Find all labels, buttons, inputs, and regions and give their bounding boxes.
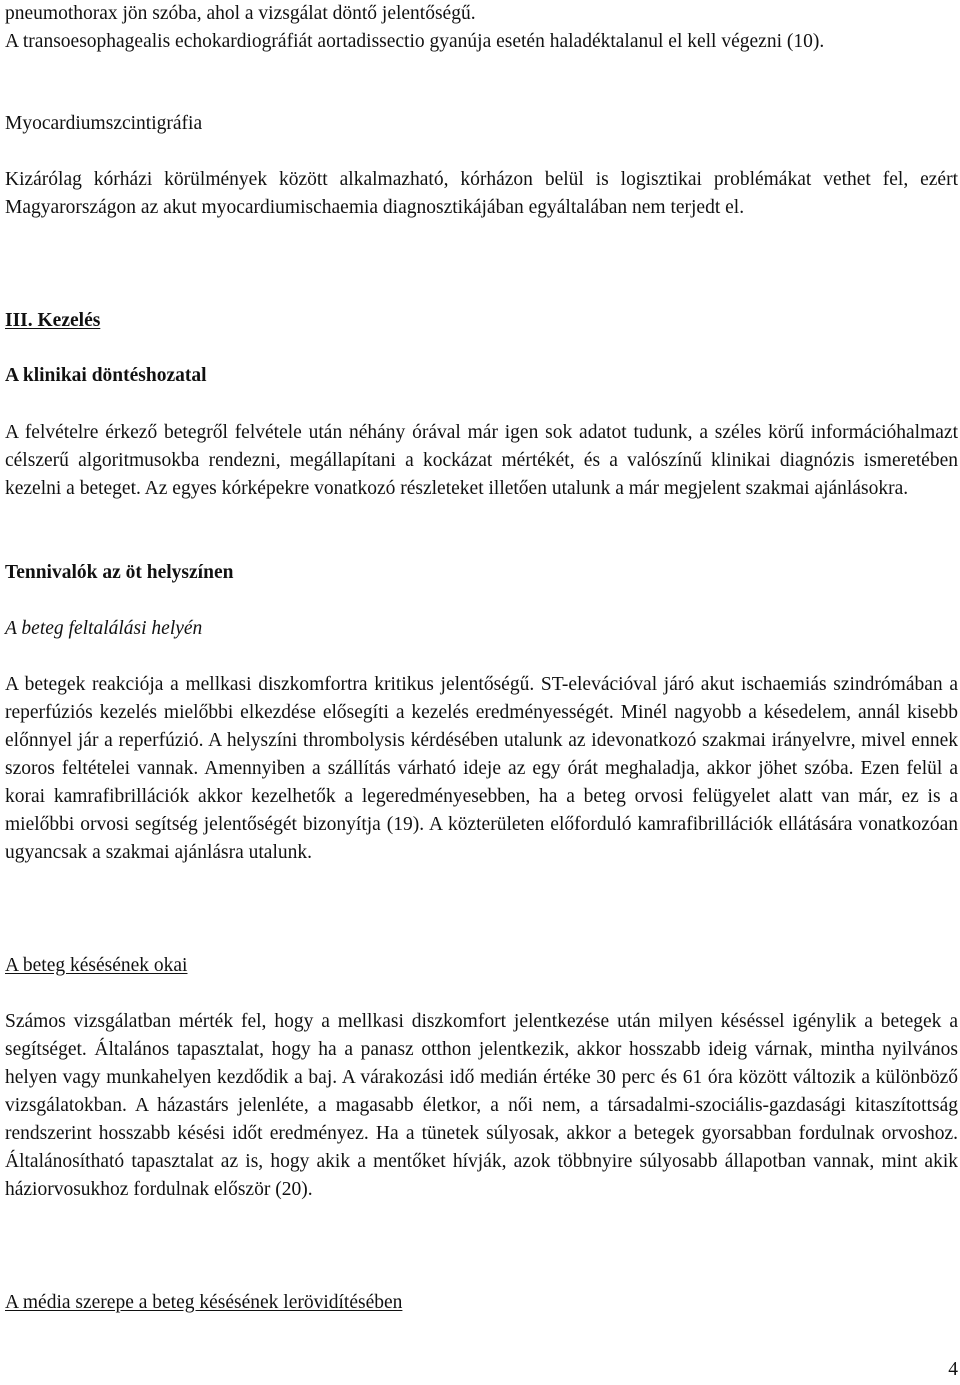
paragraph-transoesophagealis: A transoesophagealis echokardiográfiát aortadissectio gyanúja esetén haladéktalanul el kell végezni (10). — [5, 31, 825, 52]
paragraph-kesesi-okok: Számos vizsgálatban mérték fel, hogy a mellkasi diszkomfort jelentkezése után milyen késéssel igénylik a betegek a segítséget. Általános tapasztalat, hogy ha a panasz otthon jelentkezik, akkor hosszabb ideig várnak, mintha nyilvános helyen vagy munkahelyen kezdődik a baj. A várakozási idő medián értéke 30 perc és 61 óra között változik a különböző vizsgálatokban. A házastárs jelenléte, a magasabb életkor, a női nem, a társadalmi-szociális-gazdasági kitaszítottság rendszerint hosszabb késési időt eredményez. Ha a tünetek súlyosak, akkor a betegek gyorsabban fordulnak orvoshoz. Általánosítható tapasztalat az is, hogy akik a mentőket hívják, azok többnyire súlyosabb állapotban vannak, mint akik háziorvosukhoz fordulnak először (20). — [5, 1011, 958, 1200]
heading-myocardiumszcintigrafia: Myocardiumszcintigráfia — [5, 113, 203, 134]
subheading-media-szerepe: A média szerepe a beteg késésének lerövidítésében — [5, 1292, 403, 1313]
page-number: 4 — [948, 1359, 958, 1380]
paragraph-myocardiumszcintigrafia: Kizárólag kórházi körülmények között alkalmazható, kórházon belül is logisztikai problémákat vethet fel, ezért Magyarországon az akut myocardiumischaemia diagnosztikájában egyáltalában nem terjedt el. — [5, 169, 958, 218]
paragraph-betegek-reakcioja: A betegek reakciója a mellkasi diszkomfortra kritikus jelentőségű. ST-elevációval járó akut ischaemiás szindrómában a reperfúziós kezelés mielőbbi elkezdése elősegíti a kezelés eredményességét. Minél nagyobb a késedelem, annál kisebb előnnyel jár a reperfúzió. A helyszíni thrombolysis kérdésében utalunk az idevonatkozó szakmai irányelvre, mivel ennek szoros feltételei vannak. Amennyiben a szállítás várható ideje az egy órát meghaladja, akkor jöhet szóba. Ezen felül a korai kamrafibrillációk akkor kezelhetők a legeredményesebben, ha a beteg orvosi felügyelet alatt van már, ez is a mielőbbi orvosi segítség jelentőségét bizonyítja (19). A közterületen előforduló kamrafibrillációk ellátására vonatkozóan ugyancsak a szakmai ajánlásra utalunk. — [5, 674, 958, 863]
paragraph-pneumothorax: pneumothorax jön szóba, ahol a vizsgálat döntő jelentőségű. — [5, 3, 476, 24]
subheading-klinikai-donteshozatal: A klinikai döntéshozatal — [5, 365, 207, 386]
subheading-tennivalok: Tennivalók az öt helyszínen — [5, 562, 234, 583]
paragraph-klinikai-donteshozatal: A felvételre érkező betegről felvétele után néhány órával már igen sok adatot tudunk, a széles körű információhalmazt célszerű algoritmusokba rendezni, megállapítani a kockázat mértékét, és a valószínű klinikai diagnózis ismeretében kezelni a beteget. Az egyes kórképekre vonatkozó részleteket illetően utalunk a már megjelent szakmai ajánlásokra. — [5, 422, 958, 499]
subheading-beteg-kesesenek-okai: A beteg késésének okai — [5, 955, 188, 976]
subheading-feltalalasi-helyen: A beteg feltalálási helyén — [5, 618, 203, 639]
section-heading-kezeles: III. Kezelés — [5, 310, 101, 331]
